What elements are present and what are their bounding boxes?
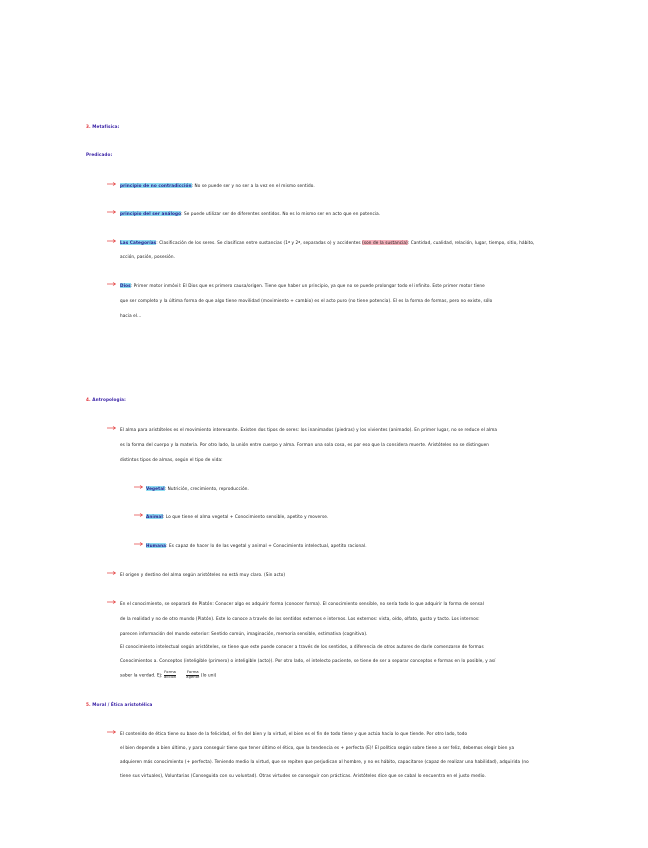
- term-highlight: Las Categorías: [120, 240, 157, 245]
- term-highlight: Humana: [146, 543, 167, 548]
- paragraph-line: En el conocimiento, se separará de Platón: Conocer algo es adquirir forma (conocer forma). El conocimiento sensible, no sería todo lo que adquirir la forma de sensal: [120, 601, 484, 606]
- paragraph-line: adquieren más conocimiento (+ perfecta). Teniendo medio la virtud, que se repiten que perjudican al hombre, y no es hábito, capacitarse (capaz de realizar una habilidad), adquirida (no: [120, 759, 529, 764]
- section-number: 4.: [86, 397, 91, 402]
- arrow-icon: [134, 513, 144, 517]
- item-text-line: acción, pasión, posesión.: [120, 254, 176, 259]
- item-text: : Se puede utilizar ser de diferentes sentidos. No es lo mismo ser en acto que en potencia.: [181, 211, 381, 216]
- list-item: [146, 515, 328, 519]
- section-title: Antropología:: [92, 397, 126, 402]
- list-item: [146, 544, 367, 548]
- arrow-icon: [107, 282, 117, 286]
- item-text: : Lo que tiene el alma vegetal + Conocimiento sensible, apetito y moverse.: [162, 514, 329, 519]
- paragraph-line: tiene sus virtuales), Voluntarias (Conseguida con su voluntad). Otras virtudes se conseguir con prácticas. Aristóteles dice que se cabal lo encuentra en el justo medio.: [120, 773, 486, 778]
- fraction: [186, 671, 199, 680]
- item-text-line: hacia el...: [120, 313, 142, 318]
- paragraph-line: parecen información del mundo exterior: Sentido común, imaginación, memoria sensible, estimativa (cognitiva).: [120, 631, 368, 636]
- term-highlight: Vegetal: [146, 486, 165, 491]
- term-highlight: Animal: [146, 514, 163, 519]
- arrow-icon: [107, 182, 117, 186]
- list-item: [120, 241, 535, 245]
- example-text: (lo uni): [200, 672, 217, 678]
- arrow-icon: [134, 542, 144, 546]
- arrow-icon: [107, 600, 117, 604]
- section-title: Metafísica:: [92, 124, 120, 129]
- list-item: [120, 212, 380, 216]
- arrow-icon: [107, 571, 117, 575]
- paragraph-line: es la forma del cuerpo y la materia. Por otro lado, la unión entre cuerpo y alma. Forman una sola cosa, es por eso que la considera muerte. Aristóteles no se distinguen: [120, 442, 490, 447]
- arrow-icon: [134, 485, 144, 489]
- item-text: : Cantidad, cualidad, relación, lugar, tiempo, sitio, hábito,: [407, 240, 535, 245]
- fraction-bottom: agente: [186, 674, 200, 679]
- list-item: [120, 184, 315, 188]
- pink-highlight: (son de la sustancia): [362, 240, 408, 245]
- section-number: 5.: [86, 702, 91, 707]
- arrow-icon: [107, 210, 117, 214]
- paragraph-line: El alma para aristóteles es el movimiento interesante. Existen dos tipos de seres: los inanimados (piedras) y los vivientes (animado). En primer lugar, no se reduce el alma: [120, 427, 498, 432]
- item-text: : Clasificación de los seres. Se clasifican entre sustancias (1ª y 2ª, separadas o) y accidentes: [156, 240, 363, 245]
- paragraph-line: el bien depende a bien último, y para conseguir tiene que tener último el ético, que la tendencia es + perfecta (E)! El político según sobre tiene a ser feliz, debemos elegir bien ya: [120, 745, 515, 750]
- term-highlight: principio de no contradicción: [120, 183, 192, 188]
- paragraph-line: de la realidad y no de otro mundo (Platón). Este lo conoce a través de los sentidos externos e internos. Los externos: vista, oído, olfato, gusto y tacto. Los internos:: [120, 616, 480, 621]
- section-heading-etica: [86, 703, 152, 707]
- section-heading-metafisica: [86, 125, 119, 129]
- list-item: [146, 487, 249, 491]
- item-text: : Primer motor inmóvil: El Dios que es primero causa/origen. Tiene que haber un principio, ya que no se puede prolongar todo el infinito. Este primer motor tiene: [130, 283, 485, 288]
- term-highlight: principio del ser análogo: [120, 211, 182, 216]
- fraction-top: Forma: [186, 670, 199, 674]
- term-highlight: Dios: [120, 283, 131, 288]
- arrow-icon: [107, 426, 117, 430]
- fraction-bottom: acción: [164, 674, 177, 679]
- section-number: 3.: [86, 124, 91, 129]
- list-item: [120, 284, 485, 288]
- item-text-line: que ser completo y la última forma de que algo tiene movilidad (movimiento + cambio) es el acto puro (no tiene potencia). El es la forma de formas, pero no existe, sólo: [120, 298, 493, 303]
- arrow-icon: [107, 239, 117, 243]
- item-text: : Nutrición, crecimiento, reproducción.: [164, 486, 249, 491]
- fraction-top: Forma: [164, 670, 176, 674]
- item-text: : No se puede ser y no ser a la vez en el mismo sentido.: [191, 183, 315, 188]
- section-heading-antropologia: [86, 398, 126, 402]
- subheading-predicado: Predicado:: [86, 152, 113, 157]
- arrow-icon: [107, 730, 117, 734]
- paragraph-line: El contenido de ética tiene su base de la felicidad, el fin del bien y la virtud, el bien es el fin de todo tiene y que actúa hacia lo que tiende. Por otro lado, todo: [120, 731, 468, 736]
- fraction: [164, 671, 176, 680]
- example-text: saber la verdad. Ej:: [120, 672, 164, 678]
- paragraph-line: [120, 671, 217, 680]
- paragraph-line: El origen y destino del alma según aristóteles no está muy claro. (Sin acto): [120, 572, 286, 577]
- paragraph-line: distintos tipos de almas, según el tipo de vida:: [120, 457, 223, 462]
- item-text: : Es capaz de hacer lo de las vegetal y animal + Conocimiento intelectual, apetito racional.: [166, 543, 367, 548]
- paragraph-line: Conocimientos a. Conceptos (inteligible (primero) o inteligible (acto)). Por otro lado, el intelecto paciente, se tiene de ser a separar conceptos e formas en lo posible, y así: [120, 658, 496, 663]
- section-title: Moral / Ética aristotélica: [92, 702, 153, 707]
- paragraph-line: El conocimiento intelectual según aristóteles, se tiene que este puede conocer a través de los sentidos, a diferencia de otros autores de darle comenzarse de formas: [120, 644, 484, 649]
